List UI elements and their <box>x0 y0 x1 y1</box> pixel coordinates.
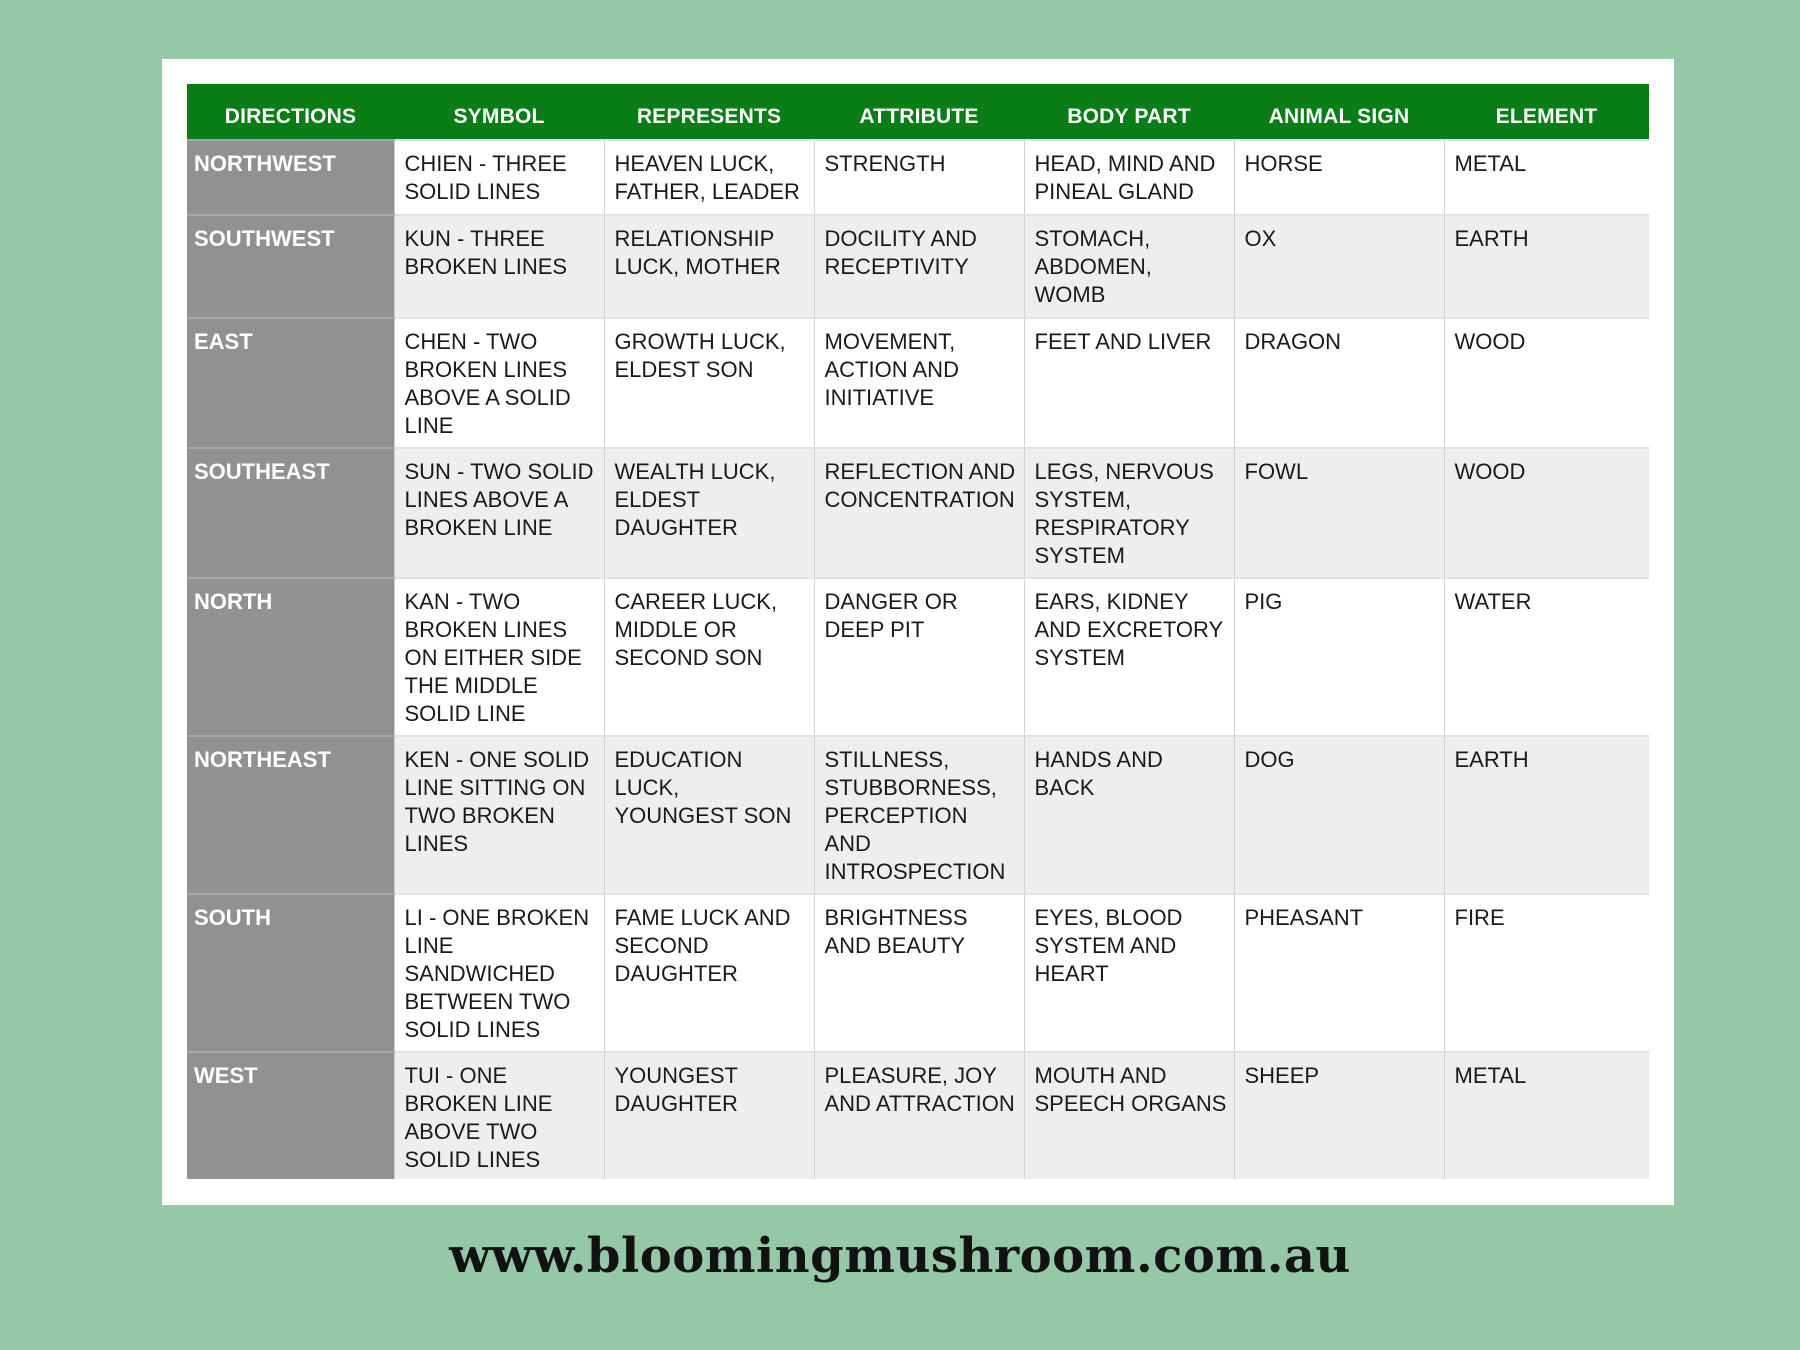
cell-symbol: KAN - TWO BROKEN LINES ON EITHER SIDE THE MIDDLE SOLID LINE <box>394 578 604 736</box>
cell-represents: GROWTH LUCK, ELDEST SON <box>604 318 814 448</box>
feng-shui-table <box>187 84 1649 1179</box>
cell-element: WOOD <box>1444 318 1649 448</box>
cell-represents: YOUNGEST DAUGHTER <box>604 1052 814 1179</box>
cell-represents: FAME LUCK AND SECOND DAUGHTER <box>604 894 814 1052</box>
table-header <box>187 84 1649 140</box>
cell-element: WATER <box>1444 578 1649 736</box>
cell-animal-sign: DRAGON <box>1234 318 1444 448</box>
cell-direction: NORTHEAST <box>187 736 394 894</box>
cell-element: FIRE <box>1444 894 1649 1052</box>
cell-animal-sign: PIG <box>1234 578 1444 736</box>
cell-attribute: MOVEMENT, ACTION AND INITIATIVE <box>814 318 1024 448</box>
cell-symbol: LI - ONE BROKEN LINE SANDWICHED BETWEEN TWO SOLID LINES <box>394 894 604 1052</box>
header-element: ELEMENT <box>1495 104 1598 128</box>
header-body-part: BODY PART <box>1067 104 1191 128</box>
table-body <box>187 140 1649 1179</box>
cell-element: METAL <box>1444 1052 1649 1179</box>
table-row <box>187 140 1649 215</box>
website-url: www.bloomingmushroom.com.au <box>449 1228 1351 1284</box>
header-directions: DIRECTIONS <box>224 104 357 128</box>
table-card <box>162 59 1674 1205</box>
cell-animal-sign: HORSE <box>1234 140 1444 215</box>
cell-attribute: BRIGHTNESS AND BEAUTY <box>814 894 1024 1052</box>
cell-animal-sign: OX <box>1234 215 1444 318</box>
cell-attribute: STRENGTH <box>814 140 1024 215</box>
cell-animal-sign: PHEASANT <box>1234 894 1444 1052</box>
cell-symbol: KUN - THREE BROKEN LINES <box>394 215 604 318</box>
table-row <box>187 894 1649 1052</box>
table-row <box>187 736 1649 894</box>
header-represents: REPRESENTS <box>636 104 782 128</box>
cell-represents: HEAVEN LUCK, FATHER, LEADER <box>604 140 814 215</box>
cell-element: EARTH <box>1444 215 1649 318</box>
header-animal-sign: ANIMAL SIGN <box>1268 104 1410 128</box>
cell-symbol: TUI - ONE BROKEN LINE ABOVE TWO SOLID LINES <box>394 1052 604 1179</box>
cell-symbol: SUN - TWO SOLID LINES ABOVE A BROKEN LINE <box>394 448 604 578</box>
cell-body-part: EARS, KIDNEY AND EXCRETORY SYSTEM <box>1024 578 1234 736</box>
header-attribute: ATTRIBUTE <box>859 104 979 128</box>
cell-represents: WEALTH LUCK, ELDEST DAUGHTER <box>604 448 814 578</box>
cell-body-part: STOMACH, ABDOMEN, WOMB <box>1024 215 1234 318</box>
table-row <box>187 215 1649 318</box>
cell-body-part: LEGS, NERVOUS SYSTEM, RESPIRATORY SYSTEM <box>1024 448 1234 578</box>
cell-attribute: STILLNESS, STUBBORNESS, PERCEPTION AND INTROSPECTION <box>814 736 1024 894</box>
cell-direction: SOUTHEAST <box>187 448 394 578</box>
cell-represents: RELATIONSHIP LUCK, MOTHER <box>604 215 814 318</box>
cell-body-part: HANDS AND BACK <box>1024 736 1234 894</box>
cell-element: EARTH <box>1444 736 1649 894</box>
cell-animal-sign: FOWL <box>1234 448 1444 578</box>
cell-body-part: FEET AND LIVER <box>1024 318 1234 448</box>
cell-body-part: EYES, BLOOD SYSTEM AND HEART <box>1024 894 1234 1052</box>
cell-represents: CAREER LUCK, MIDDLE OR SECOND SON <box>604 578 814 736</box>
cell-attribute: PLEASURE, JOY AND ATTRACTION <box>814 1052 1024 1179</box>
cell-direction: SOUTH <box>187 894 394 1052</box>
cell-body-part: MOUTH AND SPEECH ORGANS <box>1024 1052 1234 1179</box>
cell-body-part: HEAD, MIND AND PINEAL GLAND <box>1024 140 1234 215</box>
table-row <box>187 578 1649 736</box>
cell-element: METAL <box>1444 140 1649 215</box>
cell-direction: EAST <box>187 318 394 448</box>
cell-symbol: CHIEN - THREE SOLID LINES <box>394 140 604 215</box>
cell-symbol: KEN - ONE SOLID LINE SITTING ON TWO BROKEN LINES <box>394 736 604 894</box>
cell-direction: NORTHWEST <box>187 140 394 215</box>
header-symbol: SYMBOL <box>453 104 545 128</box>
header-row <box>187 84 1649 140</box>
cell-attribute: DOCILITY AND RECEPTIVITY <box>814 215 1024 318</box>
cell-animal-sign: SHEEP <box>1234 1052 1444 1179</box>
cell-attribute: REFLECTION AND CONCENTRATION <box>814 448 1024 578</box>
cell-direction: NORTH <box>187 578 394 736</box>
table-row <box>187 448 1649 578</box>
cell-attribute: DANGER OR DEEP PIT <box>814 578 1024 736</box>
table-row <box>187 1052 1649 1179</box>
table-row <box>187 318 1649 448</box>
cell-represents: EDUCATION LUCK, YOUNGEST SON <box>604 736 814 894</box>
cell-symbol: CHEN - TWO BROKEN LINES ABOVE A SOLID LINE <box>394 318 604 448</box>
cell-direction: WEST <box>187 1052 394 1179</box>
cell-direction: SOUTHWEST <box>187 215 394 318</box>
cell-element: WOOD <box>1444 448 1649 578</box>
cell-animal-sign: DOG <box>1234 736 1444 894</box>
